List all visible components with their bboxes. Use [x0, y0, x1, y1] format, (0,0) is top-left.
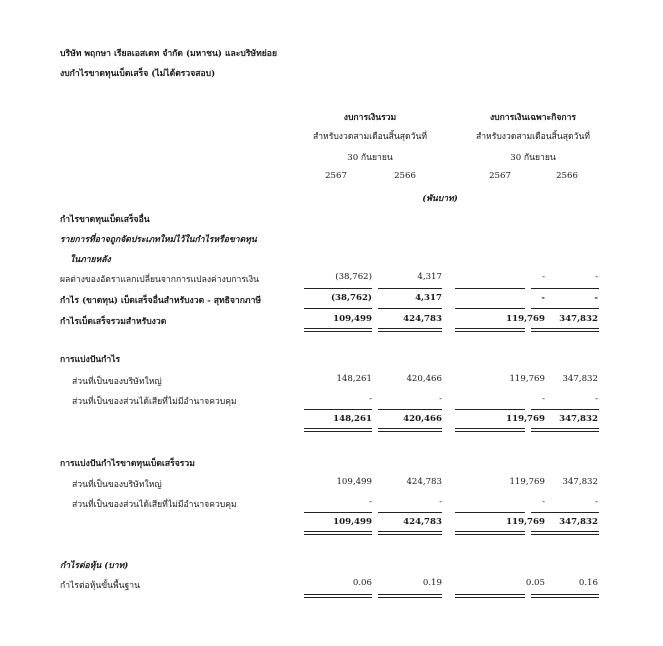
rule — [378, 308, 442, 309]
rule — [304, 308, 372, 309]
rule — [304, 512, 372, 513]
profit-owners-label: ส่วนที่เป็นของบริษัทใหญ่ — [72, 377, 162, 387]
eps-basic-value-3: 0.05 — [525, 578, 545, 588]
company-name: บริษัท พฤกษา เรียลเอสเตท จำกัด (มหาชน) และบริษัทย่อย — [60, 49, 277, 59]
double-rule — [455, 594, 525, 598]
ci-total-value-2: 424,783 — [403, 517, 442, 527]
eps-basic-value-1: 0.06 — [352, 578, 372, 588]
rule — [378, 288, 442, 289]
year-col-1: 2567 — [325, 171, 347, 181]
fx-row-label: ผลต่างของอัตราแลกเปลี่ยนจากการแปลงค่างบการเงิน — [60, 275, 259, 285]
total-ci-value-4: 347,832 — [559, 314, 598, 324]
ci-owners-value-4: 347,832 — [562, 477, 598, 487]
eps-basic-value-2: 0.19 — [422, 578, 442, 588]
profit-total-value-4: 347,832 — [559, 414, 598, 424]
double-rule — [304, 428, 372, 432]
total-ci-value-2: 424,783 — [403, 314, 442, 324]
ci-total-value-3: 119,769 — [506, 517, 545, 527]
rule — [531, 512, 599, 513]
double-rule — [455, 531, 525, 535]
eps-heading: กำไรต่อหุ้น (บาท) — [60, 561, 129, 571]
profit-owners-value-3: 119,769 — [509, 374, 545, 384]
profit-owners-value-1: 148,261 — [336, 374, 372, 384]
total-ci-value-3: 119,769 — [506, 314, 545, 324]
oci-total-value-4: - — [594, 293, 598, 303]
profit-total-value-2: 420,466 — [403, 414, 442, 424]
oci-total-value-2: 4,317 — [415, 293, 442, 303]
rule — [304, 409, 372, 410]
profit-owners-value-2: 420,466 — [406, 374, 442, 384]
double-rule — [378, 328, 442, 332]
ci-nci-value-3: - — [542, 497, 545, 507]
double-rule — [531, 594, 599, 598]
rule — [455, 512, 525, 513]
profit-nci-value-1: - — [369, 394, 372, 404]
separate-header: งบการเงินเฉพาะกิจการ — [489, 113, 577, 123]
profit-nci-value-3: - — [542, 394, 545, 404]
fx-row-value-1: (38,762) — [335, 272, 372, 282]
ci-owners-value-1: 109,499 — [336, 477, 372, 487]
year-col-2: 2566 — [394, 171, 416, 181]
double-rule — [304, 328, 372, 332]
eps-basic-label: กำไรต่อหุ้นขั้นพื้นฐาน — [60, 581, 140, 591]
fx-row-value-2: 4,317 — [417, 272, 442, 282]
rule — [378, 512, 442, 513]
double-rule — [455, 428, 525, 432]
profit-attr-heading: การแบ่งปันกำไร — [60, 355, 121, 365]
ci-owners-label: ส่วนที่เป็นของบริษัทใหญ่ — [72, 480, 162, 490]
rule — [531, 288, 599, 289]
year-col-3: 2567 — [489, 171, 511, 181]
double-rule — [531, 328, 599, 332]
rule — [455, 308, 525, 309]
year-col-4: 2566 — [556, 171, 578, 181]
total-ci-label: กำไรเบ็ดเสร็จรวมสำหรับงวด — [60, 317, 167, 327]
ci-total-value-4: 347,832 — [559, 517, 598, 527]
oci-total-label: กำไร (ขาดทุน) เบ็ดเสร็จอื่นสำหรับงวด - สุทธิจากภาษี — [60, 296, 262, 306]
profit-owners-value-4: 347,832 — [562, 374, 598, 384]
double-rule — [531, 531, 599, 535]
consolidated-header: งบการเงินรวม — [343, 113, 397, 123]
double-rule — [455, 328, 525, 332]
total-ci-value-1: 109,499 — [333, 314, 372, 324]
rule — [304, 288, 372, 289]
oci-total-value-1: (38,762) — [330, 293, 372, 303]
consolidated-period: สำหรับงวดสามเดือนสิ้นสุดวันที่ — [312, 132, 427, 142]
profit-total-value-1: 148,261 — [333, 414, 372, 424]
oci-total-value-3: - — [541, 293, 545, 303]
ci-total-value-1: 109,499 — [333, 517, 372, 527]
double-rule — [378, 428, 442, 432]
rule — [455, 409, 525, 410]
rule — [531, 409, 599, 410]
consolidated-date: 30 กันยายน — [347, 153, 393, 163]
separate-period: สำหรับงวดสามเดือนสิ้นสุดวันที่ — [475, 132, 590, 142]
eps-basic-value-4: 0.16 — [578, 578, 598, 588]
double-rule — [378, 531, 442, 535]
ci-owners-value-2: 424,783 — [406, 477, 442, 487]
double-rule — [304, 531, 372, 535]
oci-subheading-1: รายการที่อาจถูกจัดประเภทใหม่ไว้ในกำไรหรือขาดทุน — [60, 235, 257, 245]
rule — [455, 288, 525, 289]
fx-row-value-3: - — [542, 272, 545, 282]
oci-heading: กำไรขาดทุนเบ็ดเสร็จอื่น — [60, 215, 150, 225]
ci-nci-value-2: - — [439, 497, 442, 507]
separate-date: 30 กันยายน — [510, 153, 556, 163]
profit-nci-value-4: - — [595, 394, 598, 404]
statement-title: งบกำไรขาดทุนเบ็ดเสร็จ (ไม่ได้ตรวจสอบ) — [60, 69, 216, 79]
profit-total-value-3: 119,769 — [506, 414, 545, 424]
double-rule — [531, 428, 599, 432]
fx-row-value-4: - — [595, 272, 598, 282]
rule — [531, 308, 599, 309]
profit-nci-value-2: - — [439, 394, 442, 404]
oci-subheading-2: ในภายหลัง — [70, 255, 111, 265]
profit-nci-label: ส่วนที่เป็นของส่วนได้เสียที่ไม่มีอำนาจควบคุม — [72, 397, 237, 407]
rule — [378, 409, 442, 410]
unit-label: (พันบาท) — [422, 194, 458, 204]
ci-nci-label: ส่วนที่เป็นของส่วนได้เสียที่ไม่มีอำนาจควบคุม — [72, 500, 237, 510]
ci-nci-value-1: - — [369, 497, 372, 507]
ci-owners-value-3: 119,769 — [509, 477, 545, 487]
double-rule — [378, 594, 442, 598]
ci-attr-heading: การแบ่งปันกำไรขาดทุนเบ็ดเสร็จรวม — [60, 459, 195, 469]
ci-nci-value-4: - — [595, 497, 598, 507]
double-rule — [304, 594, 372, 598]
